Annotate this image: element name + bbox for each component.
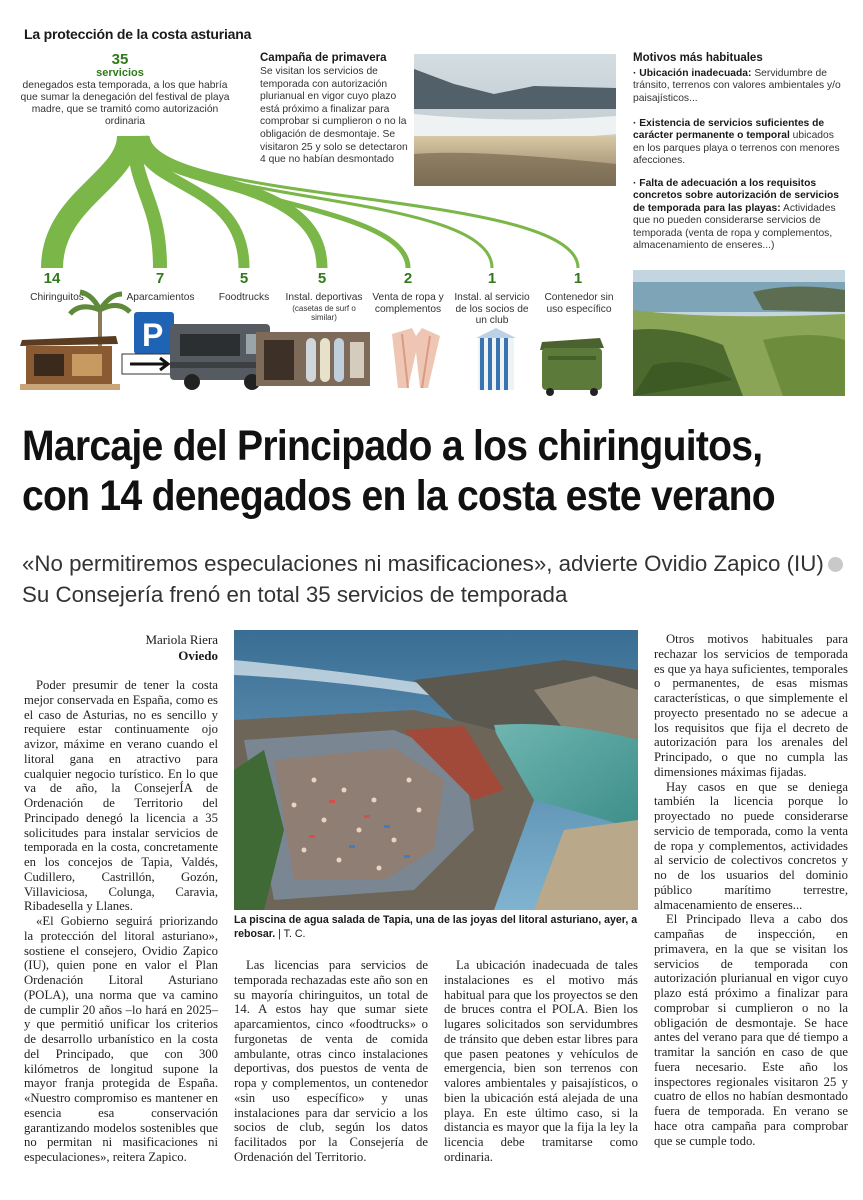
beach-photo xyxy=(414,54,616,186)
reason-text: Actividades que no pueden considerarse servicios de temporada (venta de ropa y complementos, almacenamiento de enseres...) xyxy=(633,202,836,252)
campaign-text: Se visitan los servicios de temporada con autorización plurianual en vigor cuyo plazo está próximo a finalizar para comprobar si cumplieron o no la obligación de desmontaje. Se visitaron 25 y solo se detectaron 4 que no habían desmontado xyxy=(260,66,408,166)
subheadline-summary: Su Consejería frenó en total 35 servicios de temporada xyxy=(22,582,568,607)
byline xyxy=(128,632,218,664)
subheadline xyxy=(22,548,852,610)
count-foodtrucks: 5 xyxy=(239,270,249,287)
label-deportivas-note: (casetas de surf o similar) xyxy=(292,303,356,322)
tapia-pool-photo xyxy=(234,630,638,910)
paragraph: Otros motivos habituales para rechazar los servicios de temporada es que ya haya suficientes, temporales o permanentes, de esas mismas características, o que simplemente el proyecto presentado no se adecue a los requisitos que fija el decreto de autorización para los arenales del Principado, o que no cumpla las dimensiones máximas fijadas. xyxy=(654,632,848,779)
count-deportivas: 5 xyxy=(317,270,327,287)
reason-item xyxy=(633,68,847,105)
label-contenedor: Contenedor sin uso específico xyxy=(544,292,614,315)
parking-sign-letter: P xyxy=(142,317,164,353)
paragraph: «El Gobierno seguirá priorizando la protección del litoral asturiano», sostiene el consejero, Ovidio Zapico (IU), quien pone en valor el Plan Ordenación Litoral Asturiano (POLA), una norma que va camino de cumplir 20 años –lo hará en 2025– y que permitió unificar los criterios de desarrollo urbanístico en la costa del Principado, que con 300 kilómetros de longitud supone la mayor franja protegida de España. «Nuestro compromiso es mantener en esencia esa conservación garantizando modelos sostenibles que no permitan ni masificaciones ni especulaciones», reitera Zapico. xyxy=(24,914,218,1164)
infographic-title: La protección de la costa asturiana xyxy=(24,26,252,42)
parking-sign-icon xyxy=(122,312,178,374)
food-truck-icon xyxy=(170,324,270,390)
paragraph: El Principado lleva a cabo dos campañas de inspección, en primavera, en la que se visitan los servicios de temporada con autorización plurianual en vigor cuyo plazo está próximo a finalizar para comprobar si cumplieron o no la obligación de desmontaje. Se hace antes del verano para que dé tiempo a tramitar la sanción en caso de que fuera necesario. Este año los inspectores regionales visitaron 25 y cuatro de ellos no habían desmontado fuera de temporada. En verano se hace otra campaña para comprobar que se cumple todo. xyxy=(654,912,848,1148)
bullet-dot-icon xyxy=(828,557,843,572)
photo-caption xyxy=(234,913,638,942)
location: Oviedo xyxy=(178,648,218,663)
surf-hut-icon xyxy=(256,332,370,386)
total-number: 35 xyxy=(111,51,129,68)
reason-heading: · Existencia de servicios suficientes de carácter permanente o temporal xyxy=(633,118,825,142)
paragraph: Las licencias para servicios de temporada rechazadas este año son en su mayoría chiringuitos, un total de 14. A estos hay que sumar siete aparcamientos, cinco «foodtrucks» o furgonetas de venta de comida ambulante, otras cinco instalaciones deportivas, dos puestos de venta de ropa y complementos, un contenedor «sin uso específico» y unas instalaciones para dar servicio a los socios de club, según los datos facilitados por la Consejería de Ordenación del Territorio. xyxy=(234,958,428,1164)
reason-item xyxy=(633,178,847,252)
subheadline-quote: «No permitiremos especulaciones ni masificaciones», advierte Ovidio Zapico (IU) xyxy=(22,551,824,576)
total-description: denegados esta temporada, a los que habría que sumar la denegación del festival de playa madre, que se tramitó como autorización ordinaria xyxy=(20,80,230,127)
count-contenedor: 1 xyxy=(573,270,583,287)
article-column-2 xyxy=(234,958,428,1165)
article-column-3 xyxy=(444,958,638,1165)
reasons-title: Motivos más habituales xyxy=(633,52,763,64)
paragraph: Hay casos en que se deniega también la licencia porque lo proyectado no puede considerarse servicio de temporada, como la venta de ropa y complementos, actividades al servicio de colectivos concretos y no de los usuarios del dominio público marítimo terrestre, almacenamiento de enseres... xyxy=(654,779,848,912)
paragraph: La ubicación inadecuada de tales instalaciones es el motivo más habitual para que los proyectos se den de bruces contra el POLA. Bien los lugares solicitados son servidumbres de tránsito que deben estar libres para que pasen peatones y vehículos de emergencia, bien son terrenos con valores ambientales y paisajísticos, o bien la ubicación está alejada de una playa. En este último caso, si la distancia es mayor que la fija la ley la licencia debe tramitarse como ordinaria. xyxy=(444,958,638,1164)
reason-heading: · Falta de adecuación a los requisitos concretos sobre autorización de servicios de temporada para las playas: xyxy=(633,178,840,214)
clothes-icon xyxy=(392,328,440,388)
headline: Marcaje del Principado a los chiringuitos, con 14 denegados en la costa este verano xyxy=(22,423,775,520)
total-label: servicios xyxy=(96,67,144,79)
beach-cabin-icon xyxy=(476,328,516,390)
count-club: 1 xyxy=(487,270,497,287)
label-deportivas-text: Instal. deportivas xyxy=(285,292,363,303)
category-illustrations xyxy=(20,288,620,396)
label-aparcamientos: Aparcamientos xyxy=(126,292,195,303)
reason-text: ubicados en los parques playa o terrenos con menores afecciones. xyxy=(633,130,840,167)
paragraph: Poder presumir de tener la costa mejor conservada en España, como es el caso de Asturias, no es sencillo y requiere estar continuamente ojo avizor, máxime en verano cuando el litoral gana en atractivo para cualquier negocio turístico. En lo que va de año, la ConsejerÍA de Ordenación de Territorio del Principado denegó la licencia a 35 solicitudes para instalar servicios de temporada en la costa, concretamente en los concejos de Tapia, Valdés, Cudillero, Castrillón, Gozón, Villaviciosa, Colunga, Caravia, Ribadesella y Llanes. xyxy=(24,678,218,914)
green-container-icon xyxy=(540,338,604,396)
label-foodtrucks: Foodtrucks xyxy=(218,292,270,303)
reason-heading: · Ubicación inadecuada: xyxy=(633,68,752,79)
count-chiringuitos: 14 xyxy=(43,270,61,287)
campaign-title: Campaña de primavera xyxy=(260,52,387,64)
label-club: Instal. al servicio de los socios de un club xyxy=(454,292,530,326)
label-ropa: Venta de ropa y complementos xyxy=(372,292,444,315)
photo-credit: | T. C. xyxy=(275,928,306,941)
author: Mariola Riera xyxy=(145,632,218,647)
coast-photo xyxy=(633,270,845,396)
count-aparcamientos: 7 xyxy=(155,270,165,287)
article-column-4 xyxy=(654,632,848,1148)
reason-text: Servidumbre de tránsito, terrenos con valores ambientales y/o paisajísticos... xyxy=(633,68,841,104)
beach-kiosk-icon xyxy=(20,336,120,390)
flow-line-chiringuitos xyxy=(52,136,128,268)
caption-text: La piscina de agua salada de Tapia, una de las joyas del litoral asturiano, ayer, a rebosar. xyxy=(234,914,638,941)
article-column-1 xyxy=(24,678,218,1165)
count-ropa: 2 xyxy=(403,270,413,287)
label-chiringuitos: Chiringuitos xyxy=(30,292,84,303)
reason-item xyxy=(633,118,847,168)
